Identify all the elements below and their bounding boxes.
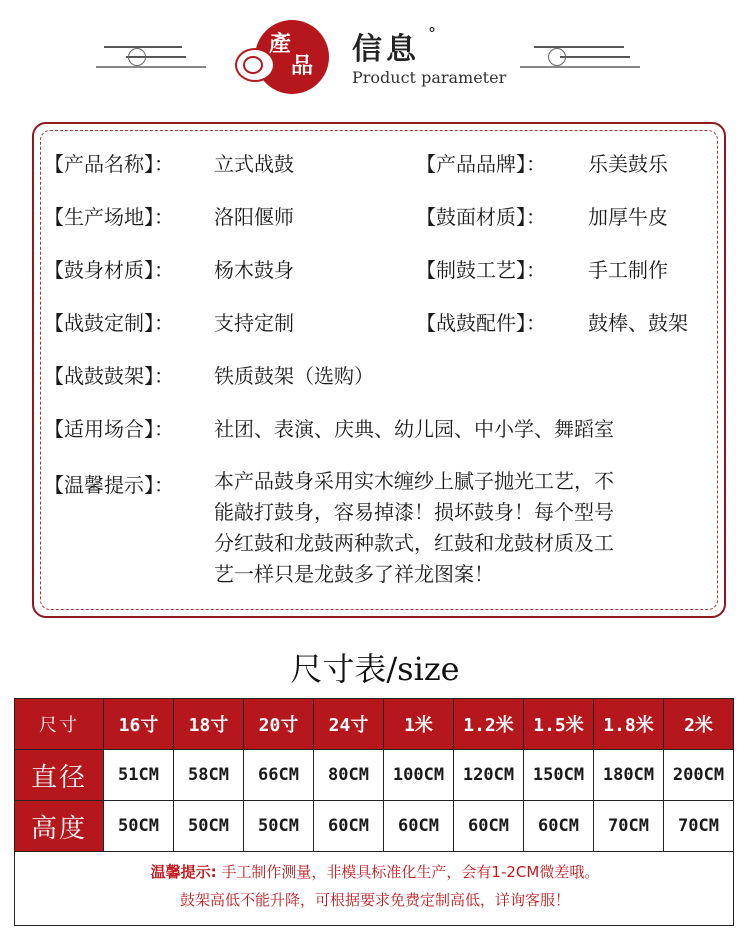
height-cell: 60CM	[314, 801, 384, 852]
param-value: 手工制作	[588, 258, 668, 282]
size-cell: 1.2米	[454, 699, 524, 750]
size-cell: 2米	[664, 699, 734, 750]
tip-line: 分红鼓和龙鼓两种款式，红鼓和龙鼓材质及工	[214, 531, 614, 555]
diameter-cell: 200CM	[664, 750, 734, 801]
height-cell: 50CM	[174, 801, 244, 852]
size-cell: 1.8米	[594, 699, 664, 750]
size-table-title: 尺寸表/size	[290, 650, 460, 688]
height-cell: 70CM	[664, 801, 734, 852]
row-header-size: 尺寸	[15, 699, 104, 750]
height-cell: 70CM	[594, 801, 664, 852]
size-cell: 1米	[384, 699, 454, 750]
param-value: 加厚牛皮	[588, 205, 668, 229]
seal-char-2: 品	[291, 53, 314, 79]
diameter-cell: 100CM	[384, 750, 454, 801]
param-value: 乐美鼓乐	[588, 152, 668, 176]
param-value: 洛阳偃师	[214, 205, 294, 229]
param-value: 杨木鼓身	[214, 258, 294, 282]
param-label: 【产品品牌】：	[416, 152, 546, 176]
section-subtitle: Product parameter	[352, 68, 507, 87]
product-seal-emblem	[235, 18, 345, 94]
table-row-height	[15, 801, 734, 852]
warning-key: 温馨提示:	[150, 863, 217, 881]
warning-note	[14, 848, 734, 926]
diameter-cell: 120CM	[454, 750, 524, 801]
table-row-size	[15, 699, 734, 750]
param-label: 【生产场地】：	[44, 205, 174, 229]
height-cell: 50CM	[104, 801, 174, 852]
param-label-tip: 【温馨提示】：	[44, 473, 174, 497]
param-tip-text	[214, 466, 714, 590]
row-header-height: 高度	[15, 801, 104, 852]
height-cell: 60CM	[524, 801, 594, 852]
param-value: 铁质鼓架（选购）	[214, 364, 374, 388]
height-cell: 60CM	[384, 801, 454, 852]
seal-char-1: 產	[269, 31, 292, 57]
param-label: 【战鼓配件】：	[416, 311, 546, 335]
size-cell: 16寸	[104, 699, 174, 750]
param-label: 【制鼓工艺】：	[416, 258, 546, 282]
diameter-cell: 180CM	[594, 750, 664, 801]
title-degree-mark: °	[428, 24, 436, 43]
warning-line-1: 手工制作测量，非模具标准化生产，会有1-2CM微差哦。	[216, 863, 600, 881]
diameter-cell: 150CM	[524, 750, 594, 801]
header	[0, 0, 750, 110]
cloud-line-ornament-right	[520, 40, 650, 80]
tip-line: 艺一样只是龙鼓多了祥龙图案！	[214, 562, 494, 586]
cloud-line-ornament-left	[96, 40, 226, 80]
table-row-diameter	[15, 750, 734, 801]
diameter-cell: 66CM	[244, 750, 314, 801]
param-label: 【产品名称】：	[44, 152, 174, 176]
tip-line: 本产品鼓身采用实木缠纱上腻子抛光工艺，不	[214, 469, 614, 493]
param-label: 【战鼓定制】：	[44, 311, 174, 335]
height-cell: 60CM	[454, 801, 524, 852]
section-title: 信息	[352, 32, 420, 67]
size-cell: 1.5米	[524, 699, 594, 750]
tip-line: 能敲打鼓身，容易掉漆！损坏鼓身！每个型号	[214, 500, 614, 524]
param-value: 鼓棒、鼓架	[588, 311, 688, 335]
row-header-diameter: 直径	[15, 750, 104, 801]
param-value: 社团、表演、庆典、幼儿园、中小学、舞蹈室	[214, 417, 614, 441]
size-cell: 20寸	[244, 699, 314, 750]
height-cell: 50CM	[244, 801, 314, 852]
diameter-cell: 51CM	[104, 750, 174, 801]
param-value: 支持定制	[214, 311, 294, 335]
param-label: 【适用场合】：	[44, 417, 174, 441]
size-cell: 24寸	[314, 699, 384, 750]
warning-line-2: 鼓架高低不能升降，可根据要求免费定制高低，详询客服！	[179, 891, 570, 909]
param-label: 【鼓身材质】：	[44, 258, 174, 282]
diameter-cell: 80CM	[314, 750, 384, 801]
diameter-cell: 58CM	[174, 750, 244, 801]
size-table	[14, 698, 734, 852]
param-value: 立式战鼓	[214, 152, 294, 176]
param-label: 【战鼓鼓架】：	[44, 364, 174, 388]
size-cell: 18寸	[174, 699, 244, 750]
param-label: 【鼓面材质】：	[416, 205, 546, 229]
